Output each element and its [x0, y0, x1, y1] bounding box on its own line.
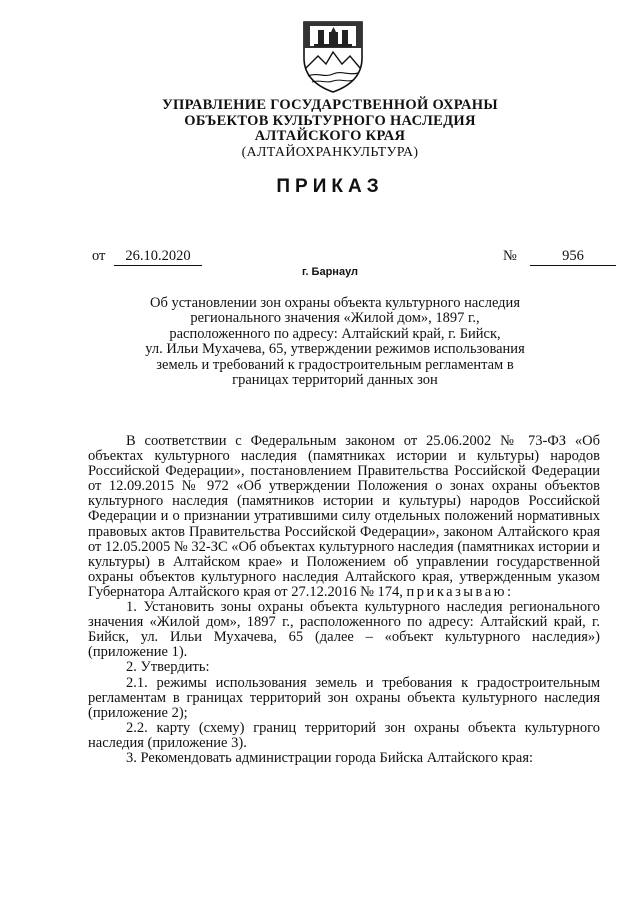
order-word: приказываю: — [406, 583, 514, 600]
item-2-2: 2.2. карту (схему) границ территорий зон охраны объекта культурного наследия (приложение 3). — [88, 719, 600, 751]
authority-abbreviation: (АЛТАЙОХРАНКУЛЬТУРА) — [241, 144, 419, 160]
authority-line-1: УПРАВЛЕНИЕ ГОСУДАРСТВЕННОЙ ОХРАНЫ — [162, 97, 498, 113]
subject-line: расположенного по адресу: Алтайский край, г. Бийск, — [169, 325, 501, 342]
document-subject — [90, 296, 580, 388]
subject-line: границах территорий данных зон — [232, 372, 438, 389]
document-body — [88, 434, 600, 766]
document-date: 26.10.2020 — [114, 248, 202, 266]
item-1: 1. Установить зоны охраны объекта культурного наследия регионального значения «Жилой дом», 1897 г., расположенного по адресу: Алтайский край, г. Бийск, ул. Ильи Мухачева, 65 (далее – «объект культурного наследия») (приложение 1). — [88, 599, 600, 661]
preamble-text: В соответствии с Федеральным законом от 25.06.2002 № 73-ФЗ «Об объектах культурного наследия (памятниках истории и культуры) народов Российской Федерации», постановлением Правительства Российской Федерации от 12.09.2015 № 972 «Об утверждении Положения о зонах охраны объектов культурного наследия (памятников истории и культуры) народов Российской Федерации и о признании утратившими силу отдельных положений нормативных правовых актов Правительства Российской Федерации», законом Алтайского края от 12.05.2005 № 32-ЗС «Об объектах культурного наследия (памятниках истории и культуры) в Алтайском крае» и Положением об управлении государственной охраны объектов культурного наследия Алтайского края, утвержденным указом Губернатора Алтайского края от 27.12.2016 № 174, — [88, 433, 600, 600]
authority-line-3: АЛТАЙСКОГО КРАЯ — [254, 128, 406, 144]
document-number: 956 — [530, 248, 616, 266]
date-prefix: от — [92, 248, 106, 264]
subject-line: регионального значения «Жилой дом», 1897 г., — [190, 310, 480, 327]
subject-line: ул. Ильи Мухачева, 65, утверждении режимов использования — [145, 341, 525, 358]
item-2-1: 2.1. режимы использования земель и требования к градостроительным регламентам в границах территорий зон охраны объекта культурного наследия (приложение 2); — [88, 674, 600, 721]
item-3: 3. Рекомендовать администрации города Бийска Алтайского края: — [126, 749, 534, 766]
altai-krai-coat-of-arms-icon — [296, 18, 370, 94]
subject-line: Об установлении зон охраны объекта культурного наследия — [150, 295, 520, 311]
authority-line-2: ОБЪЕКТОВ КУЛЬТУРНОГО НАСЛЕДИЯ — [184, 112, 476, 129]
subject-line: земель и требований к градостроительным регламентам в — [156, 356, 514, 373]
number-sign: № — [503, 248, 517, 264]
city-of-issue: г. Барнаул — [301, 266, 359, 278]
preamble-paragraph — [88, 434, 600, 600]
item-2: 2. Утвердить: — [126, 659, 210, 676]
document-title: ПРИКАЗ — [276, 176, 384, 197]
issuing-authority — [40, 98, 620, 160]
